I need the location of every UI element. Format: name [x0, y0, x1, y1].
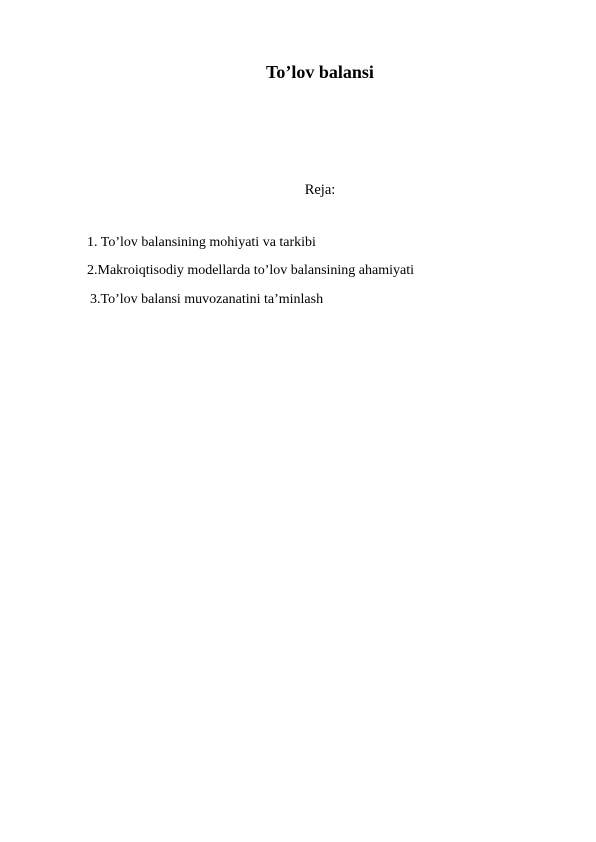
plan-heading: Reja:	[304, 182, 336, 198]
plan-item-3: 3.To’lov balansi muvozanatini ta’minlash	[90, 292, 324, 307]
document-title: To’lov balansi	[266, 62, 374, 82]
plan-item-2: 2.Makroiqtisodiy modellarda to’lov balansining ahamiyati	[87, 263, 414, 278]
plan-item-1: 1. To’lov balansining mohiyati va tarkibi	[87, 235, 316, 250]
